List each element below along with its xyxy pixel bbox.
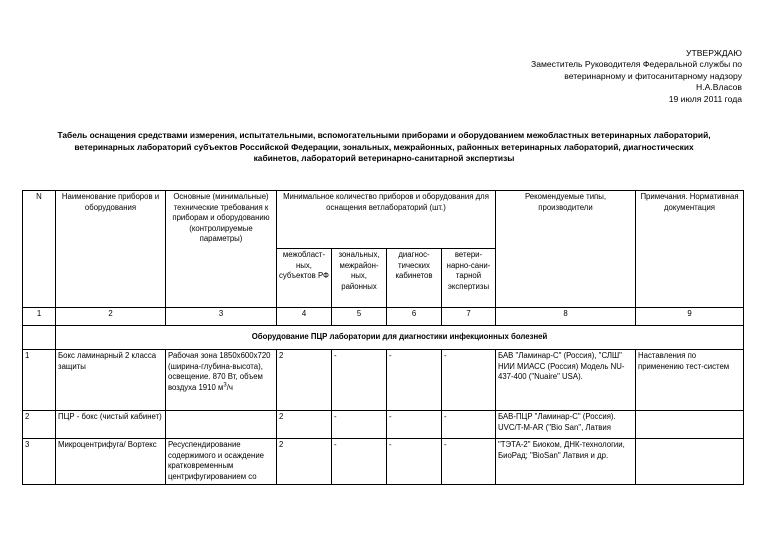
section-title: Оборудование ПЦР лаборатории для диагностики инфекционных болезней [56,326,744,350]
approval-date: 19 июля 2011 года [668,93,742,104]
column-number: 9 [636,308,744,326]
approval-signer: Н.А.Власов [696,82,742,93]
row-notes [636,439,744,485]
header-n: N [23,191,56,308]
row-qty-diagnostic: - [387,439,442,485]
row-number: 3 [23,439,56,485]
row-types: БАВ "Ламинар-С" (Россия), "СЛШ" НИИ МИАСС (Россия) Модель NU-437-400 ("Nuaire" USA). [496,350,636,411]
row-notes: Наставления по применению тест-систем [636,350,744,411]
row-qty-zonal: - [332,439,387,485]
column-number: 3 [166,308,277,326]
row-qty-diagnostic: - [387,411,442,439]
req-unit: /ч [226,382,233,392]
row-name: ПЦР - бокс (чистый кабинет) [56,411,166,439]
header-requirements: Основные (минимальные) технические требования к приборам и оборудованию (контролируемые параметры) [166,191,277,308]
req-text: Рабочая зона 1850х600х720 (ширина-глубина-высота), освещение. 870 Вт, объем воздуха 1910 м [168,351,271,392]
approval-position: Заместитель Руководителя Федеральной службы по [531,59,742,70]
subheader-diagnostic: диагнос-тических кабинетов [387,249,442,308]
row-requirements: Ресуспендирование содержимого и осаждение кратковременным центрифугированием со [166,439,277,485]
header-row [23,191,744,249]
header-recommended-types: Рекомендуемые типы, производители [496,191,636,308]
row-types: "ТЭТА-2" Биоком, ДНК-технологии, БиоРад; "BioSan" Латвия и др. [496,439,636,485]
row-qty-vet-sanitary: - [442,411,496,439]
table-row [23,439,744,485]
req-superscript: 3 [223,382,227,389]
column-number: 8 [496,308,636,326]
row-name: Микроцентрифуга/ Вортекс [56,439,166,485]
row-number: 2 [23,411,56,439]
title-line-2: ветеринарных лабораторий субъектов Российской Федерации, зональных, межрайонных, районных ветеринарных лабораторий, диагностических [74,141,694,152]
title-line-1: Табель оснащения средствами измерения, испытательными, вспомогательными приборами и оборудованием межобластных ветеринарных лабораторий, [57,130,711,140]
row-qty-zonal: - [332,411,387,439]
document-title [10,130,758,165]
header-notes: Примечания. Нормативная документация [636,191,744,308]
column-number: 6 [387,308,442,326]
row-qty-interregional: 2 [277,439,332,485]
section-row [23,326,744,350]
section-empty-cell [23,326,56,350]
row-qty-zonal: - [332,350,387,411]
column-number: 5 [332,308,387,326]
title-line-3: кабинетов, лабораторий ветеринарно-санитарной экспертизы [253,153,515,163]
column-number: 1 [23,308,56,326]
row-qty-interregional: 2 [277,411,332,439]
row-requirements [166,411,277,439]
equipment-table [22,190,744,485]
subheader-interregional: межобласт-ных, субъектов РФ [277,249,332,308]
row-qty-vet-sanitary: - [442,350,496,411]
column-number: 2 [56,308,166,326]
row-types: БАВ-ПЦР "Ламинар-С" (Россия). UVC/T-M-AR ("Bio San", Латвия [496,411,636,439]
subheader-vet-sanitary: ветери-нарно-сани-тарной экспертизы [442,249,496,308]
subheader-zonal: зональных, межрайон-ных, районных [332,249,387,308]
row-notes [636,411,744,439]
row-requirements [166,350,277,411]
approval-position-cont: ветеринарному и фитосанитарному надзору [564,70,742,81]
header-min-quantity: Минимальное количество приборов и оборудования для оснащения ветлабораторий (шт.) [277,191,496,249]
approval-title: УТВЕРЖДАЮ [686,48,742,58]
approval-block [531,48,742,105]
column-number-row [23,308,744,326]
table-row [23,350,744,411]
row-qty-diagnostic: - [387,350,442,411]
table-row [23,411,744,439]
row-qty-interregional: 2 [277,350,332,411]
row-name: Бокс ламинарный 2 класса защиты [56,350,166,411]
column-number: 7 [442,308,496,326]
row-number: 1 [23,350,56,411]
column-number: 4 [277,308,332,326]
header-name: Наименование приборов и оборудования [56,191,166,308]
row-qty-vet-sanitary: - [442,439,496,485]
